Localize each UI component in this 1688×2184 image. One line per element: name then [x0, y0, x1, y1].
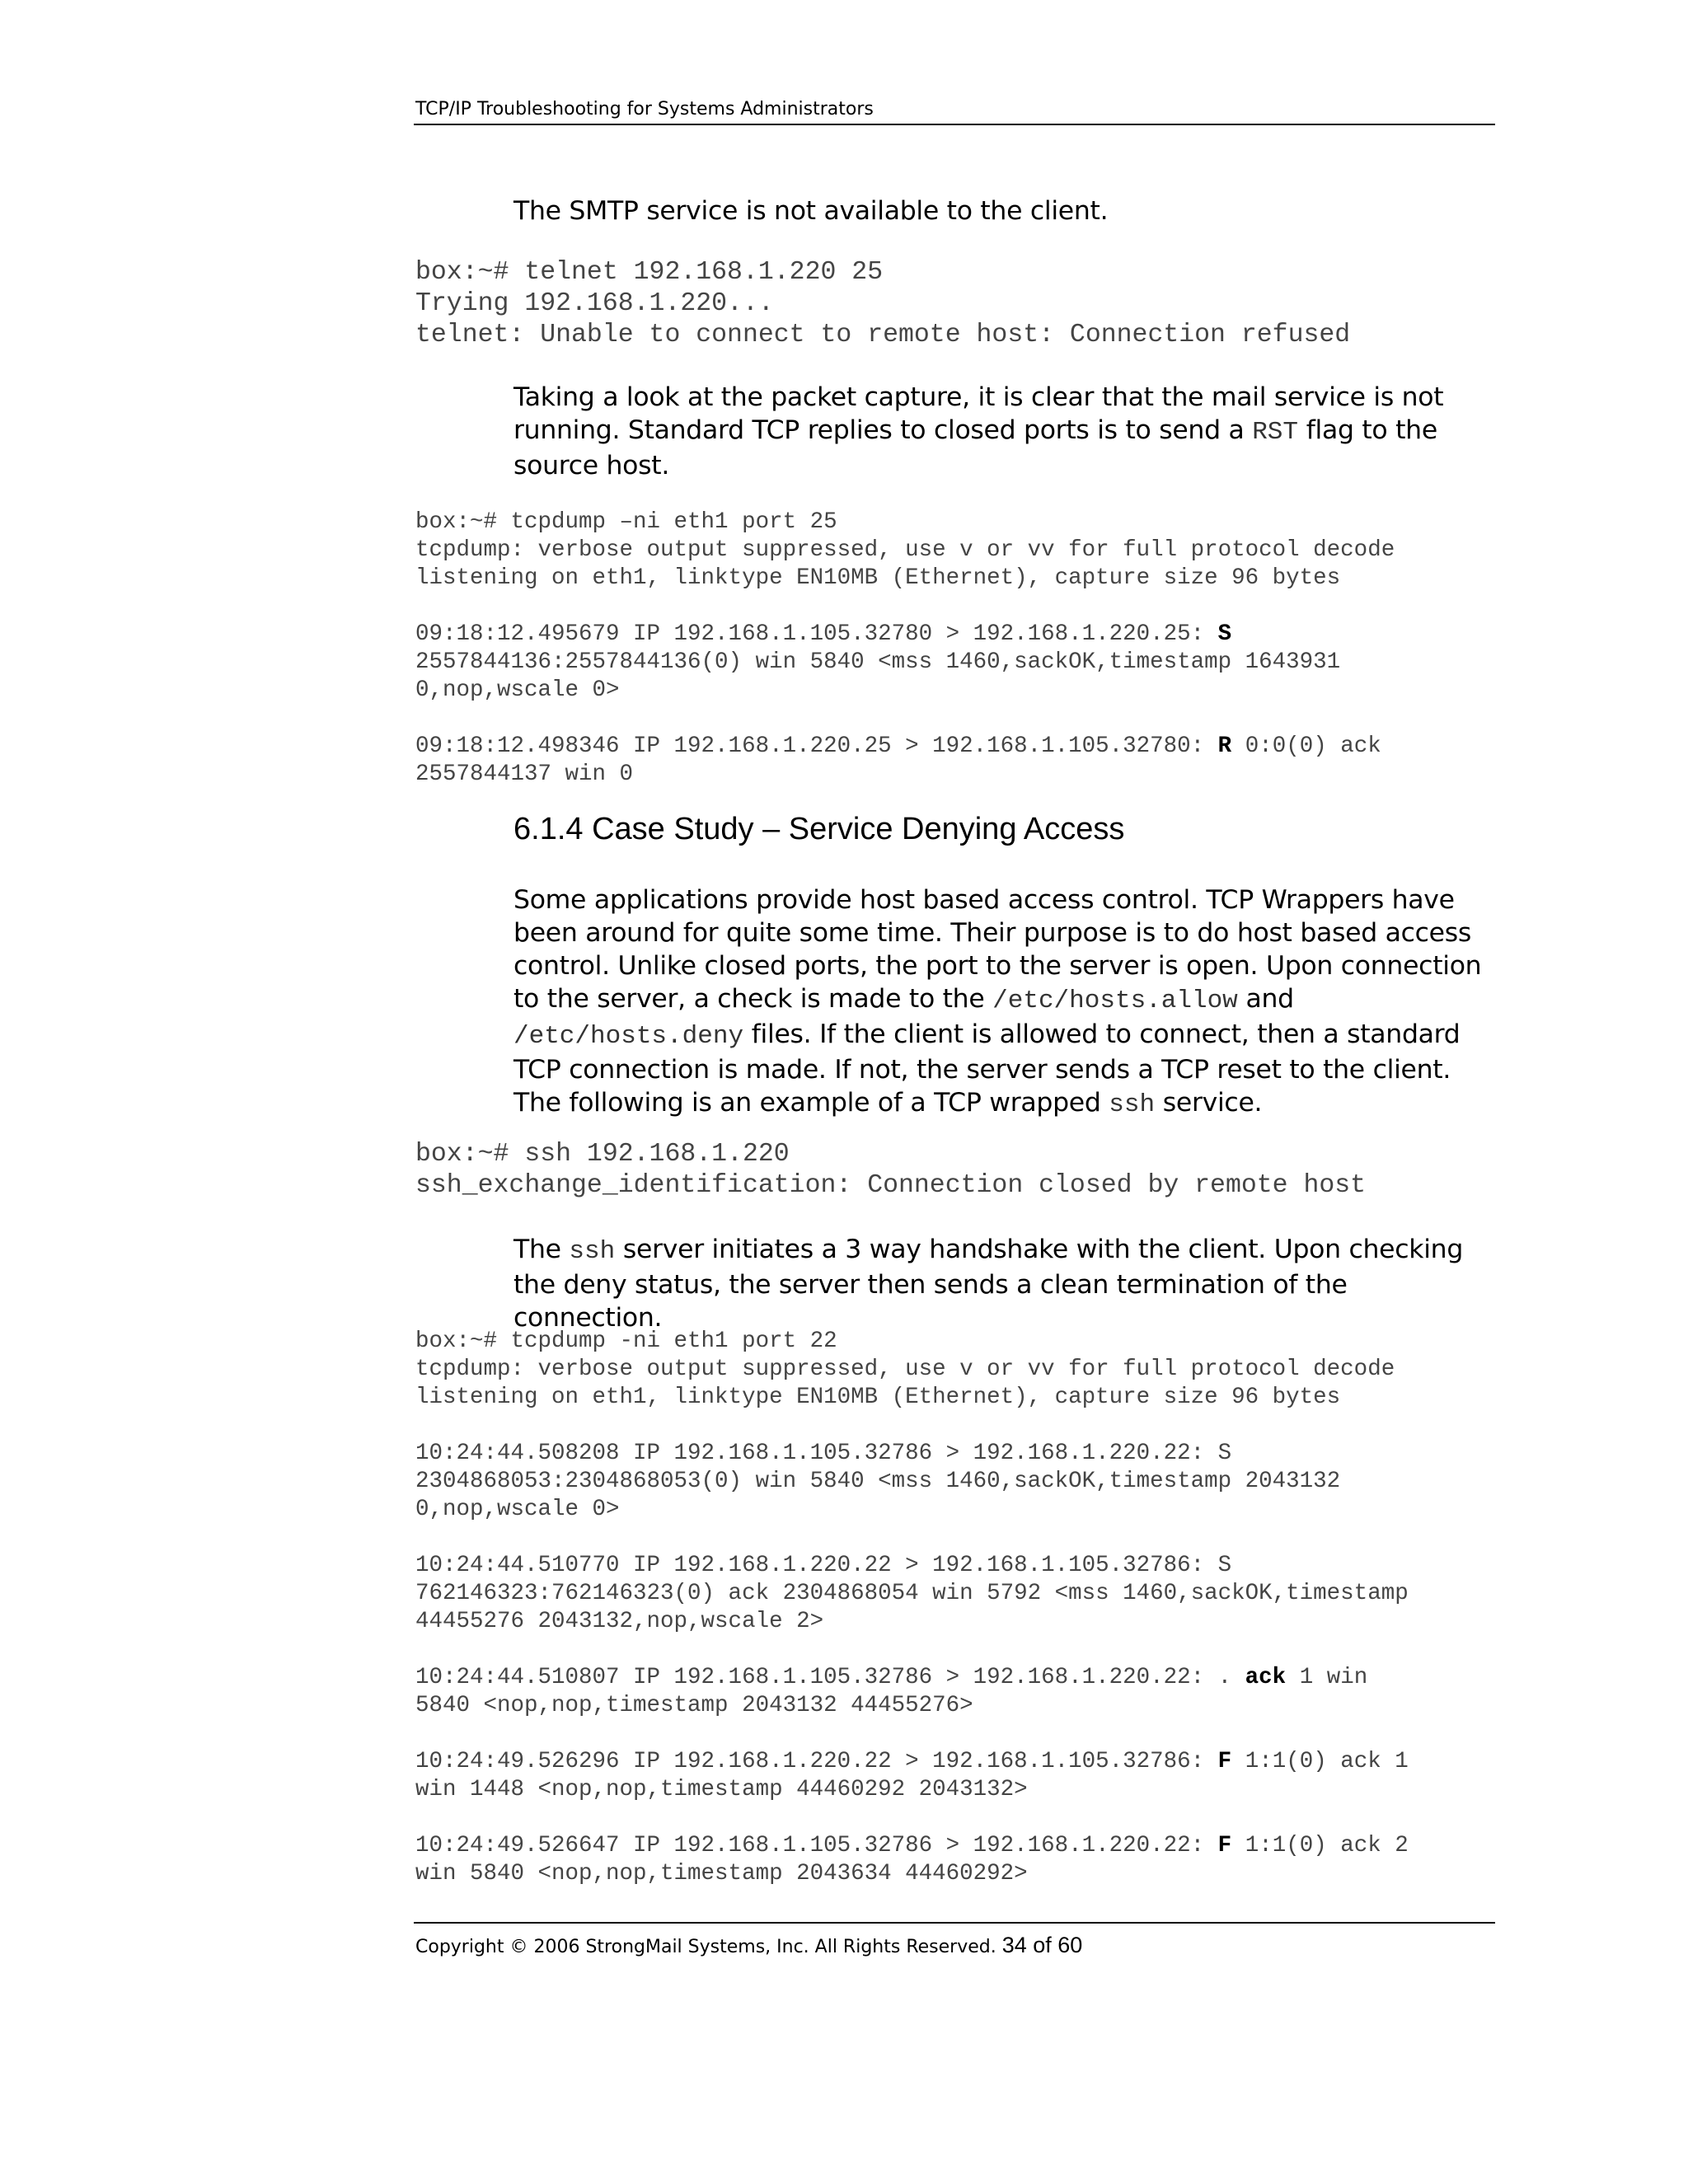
code-line: 2557844136:2557844136(0) win 5840 <mss 1460,sackOK,timestamp 1643931	[415, 649, 1341, 675]
tcp-flag: ack	[1245, 1665, 1287, 1690]
code-block-tcpdump-port-25: box:~# tcpdump –ni eth1 port 25 tcpdump: verbose output suppressed, use v or vv for full protocol decode listening on eth1, linktype EN10MB (Ethernet), capture size 96 bytes 09:18:12.495679 IP 192.168.1.105.32780 > 192.168.1.220.25: S 2557844136:2557844136(0) win 5840 <mss 1460,sackOK,timestamp 1643931 0,nop,wscale 0> 09:18:12.498346 IP 192.168.1.220.25 > 192.168.1.105.32780: R 0:0(0) ack 2557844137 win 0	[415, 509, 1395, 787]
code-line: 10:24:49.526296 IP 192.168.1.220.22 > 192.168.1.105.32786:	[415, 1749, 1218, 1774]
code-line: Trying 192.168.1.220...	[415, 289, 774, 318]
tcp-flag: F	[1217, 1833, 1232, 1858]
code-line: telnet: Unable to connect to remote host: Connection refused	[415, 321, 1351, 349]
code-line: 44455276 2043132,nop,wscale 2>	[415, 1609, 824, 1634]
code-line: box:~# telnet 192.168.1.220 25	[415, 258, 884, 287]
inline-code-ssh: ssh	[1109, 1090, 1156, 1119]
inline-code-hosts-deny: /etc/hosts.deny	[513, 1022, 744, 1051]
paragraph-tcp-wrappers: Some applications provide host based access control. TCP Wrappers have been around for quite some time. Their purpose is to do host based access control. Unlike closed ports, the port to the server is open. Upon connection to the server, a check is made to the /etc/hosts.allow and /etc/hosts.deny files. If the client is allowed to connect, then a standard TCP connection is made. If not, the server sends a TCP reset to the client. The following is an example of a TCP wrapped ssh service.	[513, 885, 1482, 1119]
running-header: TCP/IP Troubleshooting for Systems Administrators	[415, 99, 874, 120]
code-line: win 1448 <nop,nop,timestamp 44460292 2043132>	[415, 1777, 1028, 1802]
page-footer	[415, 1933, 1082, 1958]
code-line: box:~# tcpdump -ni eth1 port 22	[415, 1329, 837, 1354]
code-block-ssh	[415, 1139, 1366, 1202]
code-line: 0,nop,wscale 0>	[415, 677, 620, 703]
tcp-flag: S	[1217, 621, 1232, 647]
tcp-flag: F	[1217, 1749, 1232, 1774]
code-line: 0,nop,wscale 0>	[415, 1497, 620, 1522]
inline-code-ssh: ssh	[569, 1237, 616, 1266]
code-line: win 5840 <nop,nop,timestamp 2043634 44460292>	[415, 1861, 1028, 1886]
code-line: 762146323:762146323(0) ack 2304868054 win 5792 <mss 1460,sackOK,timestamp	[415, 1581, 1409, 1606]
code-line: 10:24:44.508208 IP 192.168.1.105.32786 > 192.168.1.220.22: S	[415, 1441, 1232, 1466]
code-line: ssh_exchange_identification: Connection closed by remote host	[415, 1171, 1367, 1200]
tcp-flag: R	[1217, 733, 1232, 759]
code-line: 10:24:44.510770 IP 192.168.1.220.22 > 192.168.1.105.32786: S	[415, 1553, 1232, 1578]
code-line: tcpdump: verbose output suppressed, use v or vv for full protocol decode	[415, 537, 1395, 563]
paragraph-ssh-handshake: The ssh server initiates a 3 way handshake with the client. Upon checking the deny status, the server then sends a clean termination of the connection.	[513, 1235, 1464, 1333]
page-number: 34 of 60	[1001, 1933, 1083, 1957]
code-block-tcpdump-port-22: box:~# tcpdump -ni eth1 port 22 tcpdump: verbose output suppressed, use v or vv for full protocol decode listening on eth1, linktype EN10MB (Ethernet), capture size 96 bytes 10:24:44.508208 IP 192.168.1.105.32786 > 192.168.1.220.22: S 2304868053:2304868053(0) win 5840 <mss 1460,sackOK,timestamp 2043132 0,nop,wscale 0> 10:24:44.510770 IP 192.168.1.220.22 > 192.168.1.105.32786: S 762146323:762146323(0) ack 2304868054 win 5792 <mss 1460,sackOK,timestamp 44455276 2043132,nop,wscale 2> 10:24:44.510807 IP 192.168.1.105.32786 > 192.168.1.220.22: . ack 1 win 5840 <nop,nop,timestamp 2043132 44455276> 10:24:49.526296 IP 192.168.1.220.22 > 192.168.1.105.32786: F 1:1(0) ack 1 win 1448 <nop,nop,timestamp 44460292 2043132> 10:24:49.526647 IP 192.168.1.105.32786 > 192.168.1.220.22: F 1:1(0) ack 2 win 5840 <nop,nop,timestamp 2043634 44460292>	[415, 1329, 1409, 1886]
code-line: box:~# tcpdump –ni eth1 port 25	[415, 509, 837, 535]
inline-code-rst: RST	[1252, 418, 1299, 447]
code-line: tcpdump: verbose output suppressed, use v or vv for full protocol decode	[415, 1357, 1395, 1382]
header-rule	[414, 124, 1495, 125]
code-line: 10:24:44.510807 IP 192.168.1.105.32786 > 192.168.1.220.22: .	[415, 1665, 1245, 1690]
code-line: 5840 <nop,nop,timestamp 2043132 44455276>	[415, 1693, 973, 1718]
code-line: 2557844137 win 0	[415, 762, 634, 787]
copyright-notice: Copyright © 2006 StrongMail Systems, Inc. All Rights Reserved.	[415, 1937, 996, 1957]
code-line: 2304868053:2304868053(0) win 5840 <mss 1460,sackOK,timestamp 2043132	[415, 1469, 1341, 1494]
paragraph-smtp-unavailable: The SMTP service is not available to the client.	[513, 196, 1109, 226]
code-line: listening on eth1, linktype EN10MB (Ethernet), capture size 96 bytes	[415, 565, 1341, 591]
section-heading: 6.1.4 Case Study – Service Denying Access	[513, 812, 1125, 846]
footer-rule	[414, 1922, 1495, 1924]
code-line: 09:18:12.498346 IP 192.168.1.220.25 > 192.168.1.105.32780:	[415, 733, 1218, 759]
code-line: listening on eth1, linktype EN10MB (Ethernet), capture size 96 bytes	[415, 1385, 1341, 1410]
code-block-telnet	[415, 257, 1350, 351]
code-line: 10:24:49.526647 IP 192.168.1.105.32786 > 192.168.1.220.22:	[415, 1833, 1218, 1858]
inline-code-hosts-allow: /etc/hosts.allow	[992, 987, 1238, 1015]
code-line: box:~# ssh 192.168.1.220	[415, 1140, 790, 1169]
paragraph-packet-capture: Taking a look at the packet capture, it is clear that the mail service is not running. Standard TCP replies to closed ports is to send a RST flag to the source host.	[513, 382, 1444, 480]
code-line: 09:18:12.495679 IP 192.168.1.105.32780 > 192.168.1.220.25:	[415, 621, 1218, 647]
